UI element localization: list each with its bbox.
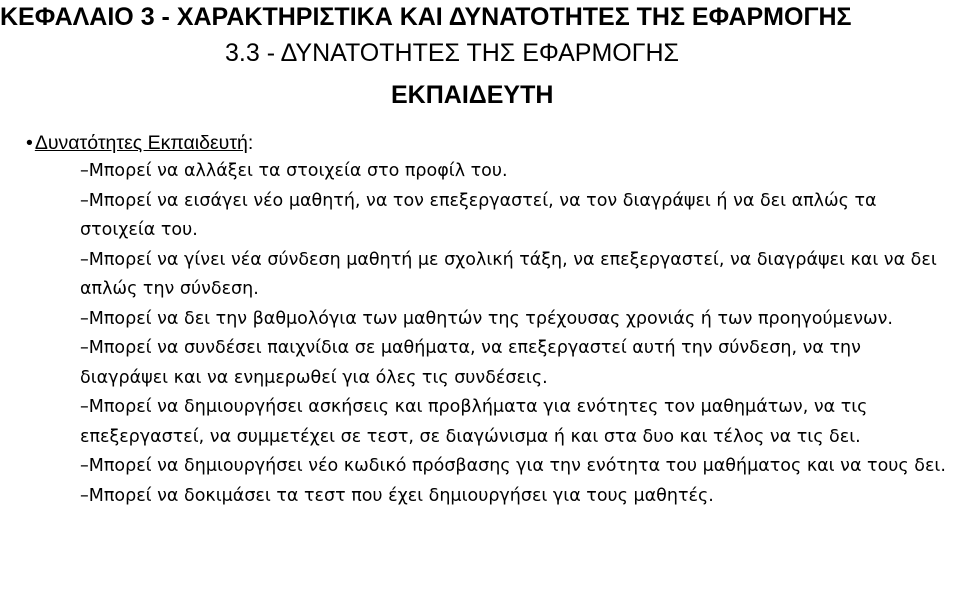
heading-text: Δυνατότητες Εκπαιδευτή <box>34 132 248 154</box>
section-title: 3.3 - ΔΥΝΑΤΟΤΗΤΕΣ ΤΗΣ ΕΦΑΡΜΟΓΗΣ <box>225 39 679 67</box>
list-item: –Μπορεί να συνδέσει παιχνίδια σε μαθήματα, να επεξεργαστεί αυτή την σύνδεση, να την διαγράψει και να ενημερωθεί για όλες τις συνδέσεις. <box>80 338 861 388</box>
list-item: –Μπορεί να δημιουργήσει ασκήσεις και προβλήματα για ενότητες τον μαθημάτων, να τις επεξεργαστεί, να συμμετέχει σε τεστ, σε διαγώνισμα ή και στα δυο και τέλος να τις δει. <box>80 397 868 447</box>
list-item: –Μπορεί να δει την βαθμολόγια των μαθητών της τρέχουσας χρονιάς ή των προηγούμενων. <box>80 308 893 329</box>
list-item: –Μπορεί να αλλάξει τα στοιχεία στο προφίλ του. <box>80 161 508 181</box>
capabilities-heading <box>26 130 253 156</box>
list-item: –Μπορεί να γίνει νέα σύνδεση μαθητή με σχολική τάξη, να επεξεργαστεί, να διαγράψει και να δει απλώς την σύνδεση. <box>80 249 937 299</box>
section-subtitle: ΕΚΠΑΙΔΕΥΤΗ <box>391 81 554 109</box>
list-item: –Μπορεί να εισάγει νέο μαθητή, να τον επεξεργαστεί, να τον διαγράψει ή να δει απλώς τα στοιχεία του. <box>80 190 877 240</box>
list-item: –Μπορεί να δημιουργήσει νέο κωδικό πρόσβασης για την ενότητα του μαθήματος και να τους δει. <box>80 456 946 476</box>
heading-colon: : <box>247 132 254 154</box>
chapter-title: ΚΕΦΑΛΑΙΟ 3 - ΧΑΡΑΚΤΗΡΙΣΤΙΚΑ ΚΑΙ ΔΥΝΑΤΟΤΗΤΕΣ ΤΗΣ ΕΦΑΡΜΟΓΗΣ <box>0 3 852 31</box>
capabilities-list <box>80 157 950 511</box>
bullet-icon: • <box>26 132 33 154</box>
list-item: –Μπορεί να δοκιμάσει τα τεστ που έχει δημιουργήσει για τους μαθητές. <box>80 485 714 506</box>
